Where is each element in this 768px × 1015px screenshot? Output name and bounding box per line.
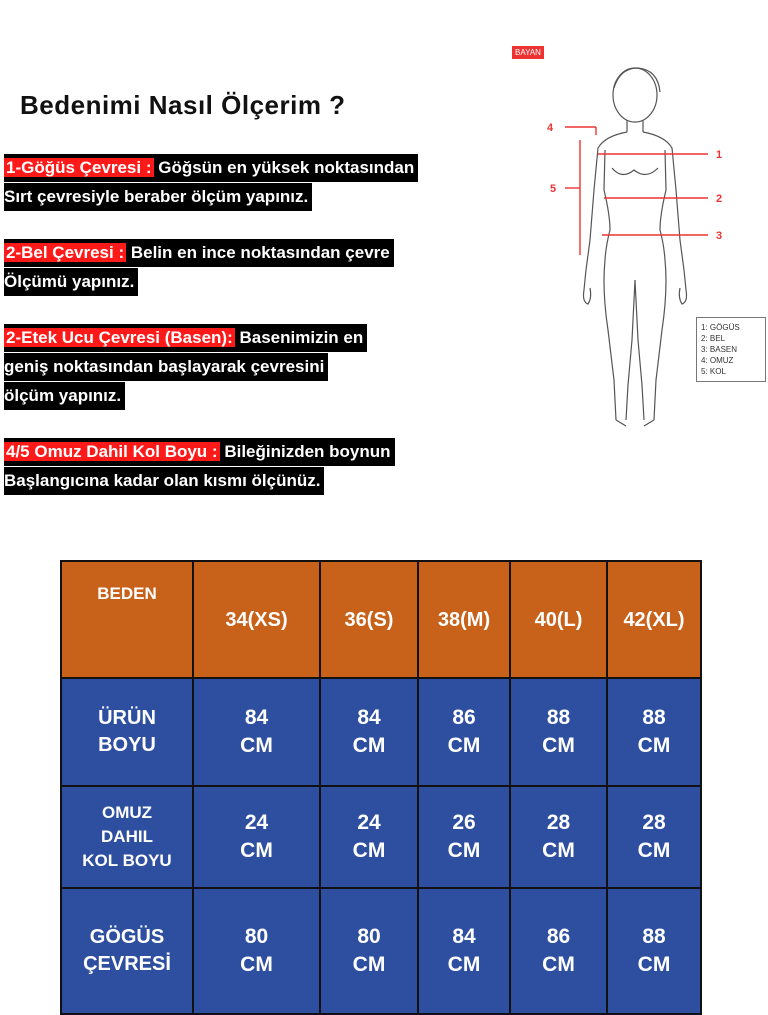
marker-2: 2: [716, 193, 723, 205]
size-header: 38(M): [418, 561, 510, 678]
marker-3: 3: [716, 230, 723, 242]
instruction-3-label: 2-Etek Ucu Çevresi (Basen):: [6, 328, 233, 347]
size-chart-table: [60, 560, 702, 1015]
size-header: 40(L): [510, 561, 607, 678]
instruction-4-text: Bileğinizden boynun: [219, 442, 391, 461]
instruction-2-line-1: [4, 239, 394, 267]
instruction-4-line-2: Başlangıcına kadar olan kısmı ölçünüz.: [4, 467, 324, 495]
legend-item: 4: OMUZ: [701, 356, 734, 365]
instruction-4-label: 4/5 Omuz Dahil Kol Boyu :: [6, 442, 218, 461]
legend-item: 2: BEL: [701, 334, 726, 343]
legend-item: 5: KOL: [701, 367, 726, 376]
table-cell: 80 CM: [320, 888, 418, 1014]
table-cell: 88 CM: [510, 678, 607, 786]
legend-item: 1: GÖGÜS: [701, 323, 740, 332]
table-row: [61, 786, 701, 888]
row-label: GÖGÜS ÇEVRESİ: [61, 888, 193, 1014]
instruction-4-line-1: [4, 438, 395, 466]
body-measurement-figure: [510, 40, 768, 440]
table-row: [61, 888, 701, 1014]
instruction-2-text: Belin en ince noktasından çevre: [126, 243, 390, 262]
instruction-2-line-2: Ölçümü yapınız.: [4, 268, 138, 296]
gender-badge: BAYAN: [512, 46, 544, 59]
instruction-2-label: 2-Bel Çevresi :: [6, 243, 125, 262]
corner-cell: BEDEN: [61, 561, 193, 678]
size-header: 36(S): [320, 561, 418, 678]
instruction-3-line-1: [4, 324, 367, 352]
size-header: 34(XS): [193, 561, 320, 678]
marker-1: 1: [716, 149, 723, 161]
measurement-legend: [696, 317, 766, 382]
table-cell: 88 CM: [607, 888, 701, 1014]
table-cell: 28 CM: [607, 786, 701, 888]
table-cell: 86 CM: [418, 678, 510, 786]
table-cell: 84 CM: [193, 678, 320, 786]
instruction-1-line-1: [4, 154, 418, 182]
table-cell: 26 CM: [418, 786, 510, 888]
table-cell: 88 CM: [607, 678, 701, 786]
size-header: 42(XL): [607, 561, 701, 678]
instruction-3-line-3: ölçüm yapınız.: [4, 382, 125, 410]
marker-5: 5: [550, 183, 557, 195]
table-row: [61, 678, 701, 786]
table-cell: 80 CM: [193, 888, 320, 1014]
table-header-row: [61, 561, 701, 678]
table-cell: 86 CM: [510, 888, 607, 1014]
row-label: OMUZ DAHIL KOL BOYU: [61, 786, 193, 888]
instruction-3-text: Basenimizin en: [234, 328, 364, 347]
instruction-1-text: Göğsün en yüksek noktasından: [153, 158, 415, 177]
table-cell: 84 CM: [418, 888, 510, 1014]
legend-item: 3: BASEN: [701, 345, 738, 354]
marker-4: 4: [547, 122, 554, 134]
table-cell: 28 CM: [510, 786, 607, 888]
row-label: ÜRÜN BOYU: [61, 678, 193, 786]
instruction-3-line-2: geniş noktasından başlayarak çevresini: [4, 353, 328, 381]
instruction-1-label: 1-Göğüs Çevresi :: [6, 158, 152, 177]
table-cell: 84 CM: [320, 678, 418, 786]
instruction-1-line-2: Sırt çevresiyle beraber ölçüm yapınız.: [4, 183, 312, 211]
page-title: Bedenimi Nasıl Ölçerim ?: [20, 90, 346, 120]
table-cell: 24 CM: [320, 786, 418, 888]
table-cell: 24 CM: [193, 786, 320, 888]
